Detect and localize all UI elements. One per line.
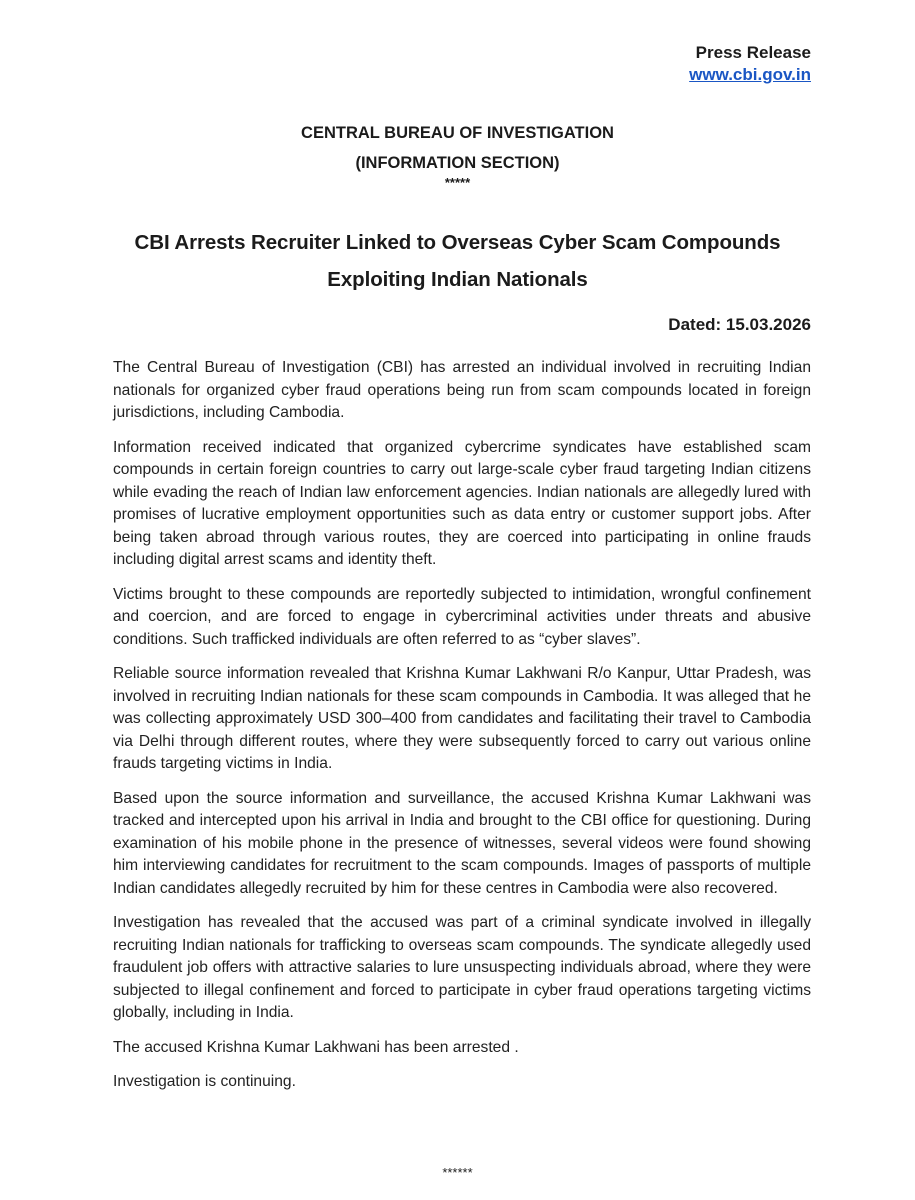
website-link[interactable]: www.cbi.gov.in xyxy=(689,65,811,84)
paragraph: Reliable source information revealed that Krishna Kumar Lakhwani R/o Kanpur, Uttar Pradesh, was involved in recruiting Indian nationals for these scam compounds in Cambodia. It was alleged that he was collecting approximately USD 300–400 from candidates and facilitating their travel to Cambodia via Delhi through different routes, where they were subsequently forced to carry out various online frauds targeting victims in India. xyxy=(113,665,811,772)
title-line-1: CBI Arrests Recruiter Linked to Overseas Cyber Scam Compounds xyxy=(134,231,781,254)
paragraph: Information received indicated that organized cybercrime syndicates have established scam compounds in certain foreign countries to carry out large-scale cyber fraud targeting Indian citizens while evading the reach of Indian law enforcement agencies. Indian nationals are allegedly lured with promises of lucrative employment opportunities such as data entry or customer support jobs. After being taken abroad through various routes, they are coerced into participating in online frauds including digital arrest scams and identity theft. xyxy=(113,438,811,568)
press-release-title xyxy=(0,224,915,298)
paragraph: Based upon the source information and surveillance, the accused Krishna Kumar Lakhwani was tracked and intercepted upon his arrival in India and brought to the CBI office for questioning. During examination of his mobile phone in the presence of witnesses, several videos were found showing him interviewing candidates for recruitment to the scam compounds. Images of passports of multiple Indian candidates allegedly recruited by him for these centres in Cambodia were also recovered. xyxy=(113,789,811,897)
paragraph: The Central Bureau of Investigation (CBI) has arrested an individual involved in recruiting Indian nationals for organized cyber fraud operations being run from scam compounds located in foreign jurisdictions, including Cambodia. xyxy=(113,359,811,421)
paragraph: Investigation has revealed that the accused was part of a criminal syndicate involved in illegally recruiting Indian nationals for trafficking to overseas scam compounds. The syndicate allegedly used fraudulent job offers with attractive salaries to lure unsuspecting individuals abroad, where they were subjected to illegal confinement and forced to participate in cyber fraud operations targeting victims globally, including in India. xyxy=(113,914,811,1021)
press-release-header xyxy=(689,42,811,86)
press-release-label: Press Release xyxy=(695,43,811,62)
header-separator: ***** xyxy=(444,175,471,190)
organization-heading xyxy=(0,118,915,190)
release-date: Dated: 15.03.2026 xyxy=(668,315,811,334)
organization-name: CENTRAL BUREAU OF INVESTIGATION xyxy=(301,124,614,142)
paragraph: Investigation is continuing. xyxy=(113,1073,296,1090)
footer-separator: ****** xyxy=(442,1165,473,1180)
paragraph: Victims brought to these compounds are reportedly subjected to intimidation, wrongful confinement and coercion, and are forced to engage in cybercriminal activities under threats and abusive conditions. Such trafficked individuals are often referred to as “cyber slaves”. xyxy=(113,585,811,648)
title-line-2: Exploiting Indian Nationals xyxy=(327,268,588,291)
section-name: (INFORMATION SECTION) xyxy=(355,154,560,172)
paragraph: The accused Krishna Kumar Lakhwani has been arrested . xyxy=(113,1038,519,1056)
press-release-body xyxy=(113,357,811,1106)
